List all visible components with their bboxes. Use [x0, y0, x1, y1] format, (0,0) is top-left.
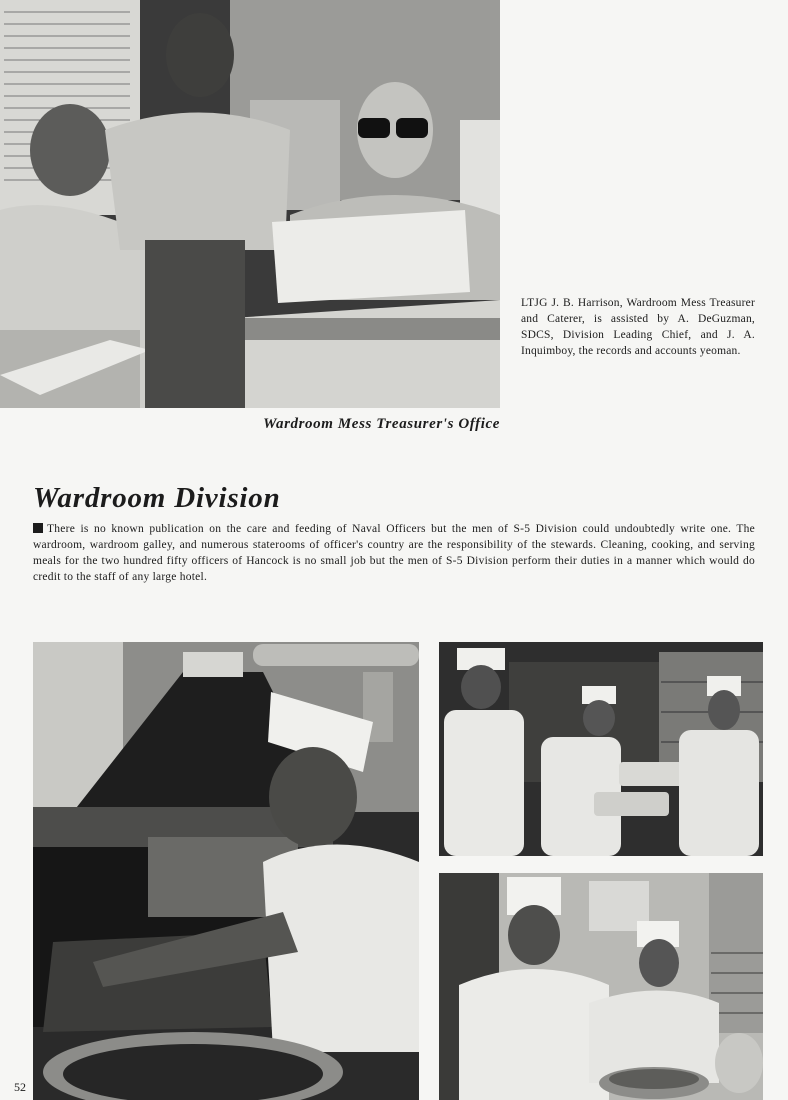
- photo-galley-cook: [33, 642, 419, 1100]
- section-heading: Wardroom Division: [33, 482, 281, 514]
- body-text: There is no known publication on the care and feeding of Naval Officers but the men of S-5 Division could undoubtedly write one. The wardroom, wardroom galley, and numerous staterooms of officer's country are the responsibility of the stewards. Cleaning, cooking, and serving meals for the two hundred fifty officers of Hancock is no small job but the men of S-5 Division perform their duties in a manner which would do credit to the staff of any large hotel.: [33, 523, 755, 583]
- photo-treasurers-office: [0, 0, 500, 408]
- page-number: 52: [14, 1080, 26, 1094]
- photo-caption: LTJG J. B. Harrison, Wardroom Mess Treasurer and Caterer, is assisted by A. DeGuzman, SDCS, Division Leading Chief, and J. A. Inquimboy, the records and accounts yeoman.: [521, 297, 755, 357]
- body-paragraph: [33, 521, 755, 585]
- photo-title: Wardroom Mess Treasurer's Office: [263, 416, 500, 432]
- photo-stewards-serving: [439, 642, 763, 856]
- photo-cooks-preparing: [439, 873, 763, 1100]
- bullet-square-icon: [33, 523, 43, 533]
